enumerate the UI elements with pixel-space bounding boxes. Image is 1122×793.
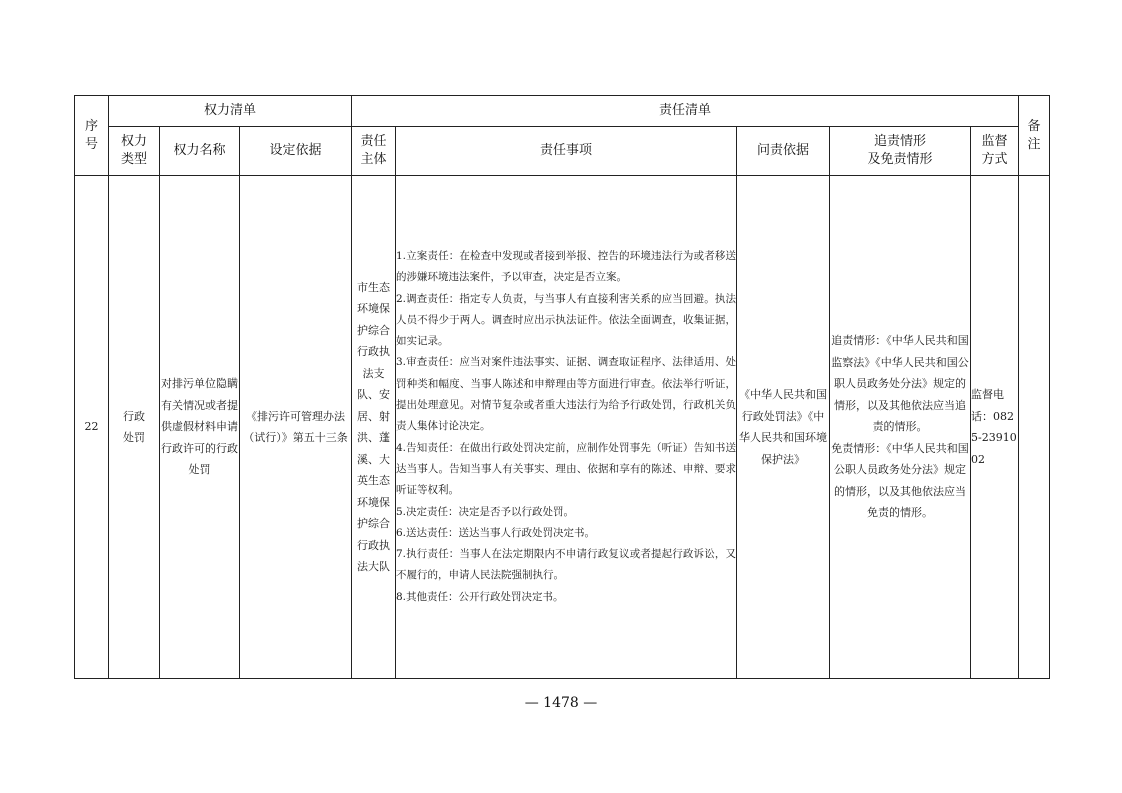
duty-item: 2.调查责任：指定专人负责，与当事人有直接利害关系的应当回避。执法人员不得少于两人。调查时应出示执法证件。依法全面调查，收集证据，如实记录。: [396, 292, 736, 348]
header-accountability-basis: 问责依据: [737, 127, 830, 176]
header-subject: 责任主体: [352, 127, 396, 176]
header-power-list: 权力清单: [109, 96, 352, 127]
duty-item: 5.决定责任：决定是否予以行政处罚。: [396, 505, 575, 518]
header-seq: 序号: [75, 96, 109, 176]
header-supervision: 监督方式: [971, 127, 1019, 176]
row-remarks: [1019, 176, 1050, 679]
page-number: — 1478 —: [524, 695, 598, 711]
header-power-type: 权力类型: [109, 127, 160, 176]
row-accountability-basis: 《中华人民共和国行政处罚法》《中华人民共和国环境保护法》: [737, 176, 830, 679]
duty-item: 4.告知责任：在做出行政处罚决定前，应制作处罚事先（听证）告知书送达当事人。告知当事人有关事实、理由、依据和享有的陈述、申辩、要求听证等权利。: [396, 441, 736, 497]
row-supervision: 监督电话：0825-2391002: [971, 176, 1019, 679]
duty-item: 8.其他责任：公开行政处罚决定书。: [396, 590, 564, 603]
exemption-cases-text: 免责情形：《中华人民共和国公职人员政务处分法》规定的情形，以及其他依法应当免责的情形。: [831, 441, 969, 520]
duty-item: 6.送达责任：送达当事人行政处罚决定书。: [396, 526, 596, 539]
table-row: [75, 176, 1050, 679]
duty-item: 7.执行责任：当事人在法定期限内不申请行政复议或者提起行政诉讼，又不履行的，申请人民法院强制执行。: [396, 548, 736, 582]
row-power-name: 对排污单位隐瞒有关情况或者提供虚假材料申请行政许可的行政处罚: [160, 176, 240, 679]
duty-item: 1.立案责任：在检查中发现或者接到举报、控告的环境违法行为或者移送的涉嫌环境违法案件，予以审查，决定是否立案。: [396, 249, 736, 284]
header-basis: 设定依据: [240, 127, 352, 176]
row-duties: [396, 176, 737, 679]
accountability-cases-text: 追责情形：《中华人民共和国监察法》《中华人民共和国公职人员政务处分法》规定的情形，以及其他依法应当追责的情形。: [831, 334, 969, 434]
row-power-type: 行政处罚: [109, 176, 160, 679]
duty-item: 3.审查责任：应当对案件违法事实、证据、调查取证程序、法律适用、处罚种类和幅度、当事人陈述和申辩理由等方面进行审查。依法举行听证，提出处理意见。对情节复杂或者重大违法行为给予行政处罚，行政机关负责人集体讨论决定。: [396, 356, 736, 433]
header-responsibility-list: 责任清单: [352, 96, 1019, 127]
header-accountability-cases: 追责情形 及免责情形: [830, 127, 971, 176]
row-seq: 22: [75, 176, 109, 679]
row-accountability-cases: [830, 176, 971, 679]
header-remarks: 备注: [1019, 96, 1050, 176]
row-basis: 《排污许可管理办法（试行）》第五十三条: [240, 176, 352, 679]
row-subject: 市生态环境保护综合行政执法支队、安居、射洪、蓬溪、大英生态环境保护综合行政执法大队: [352, 176, 396, 679]
header-duties: 责任事项: [396, 127, 737, 176]
header-power-name: 权力名称: [160, 127, 240, 176]
power-responsibility-table: [74, 95, 1050, 679]
